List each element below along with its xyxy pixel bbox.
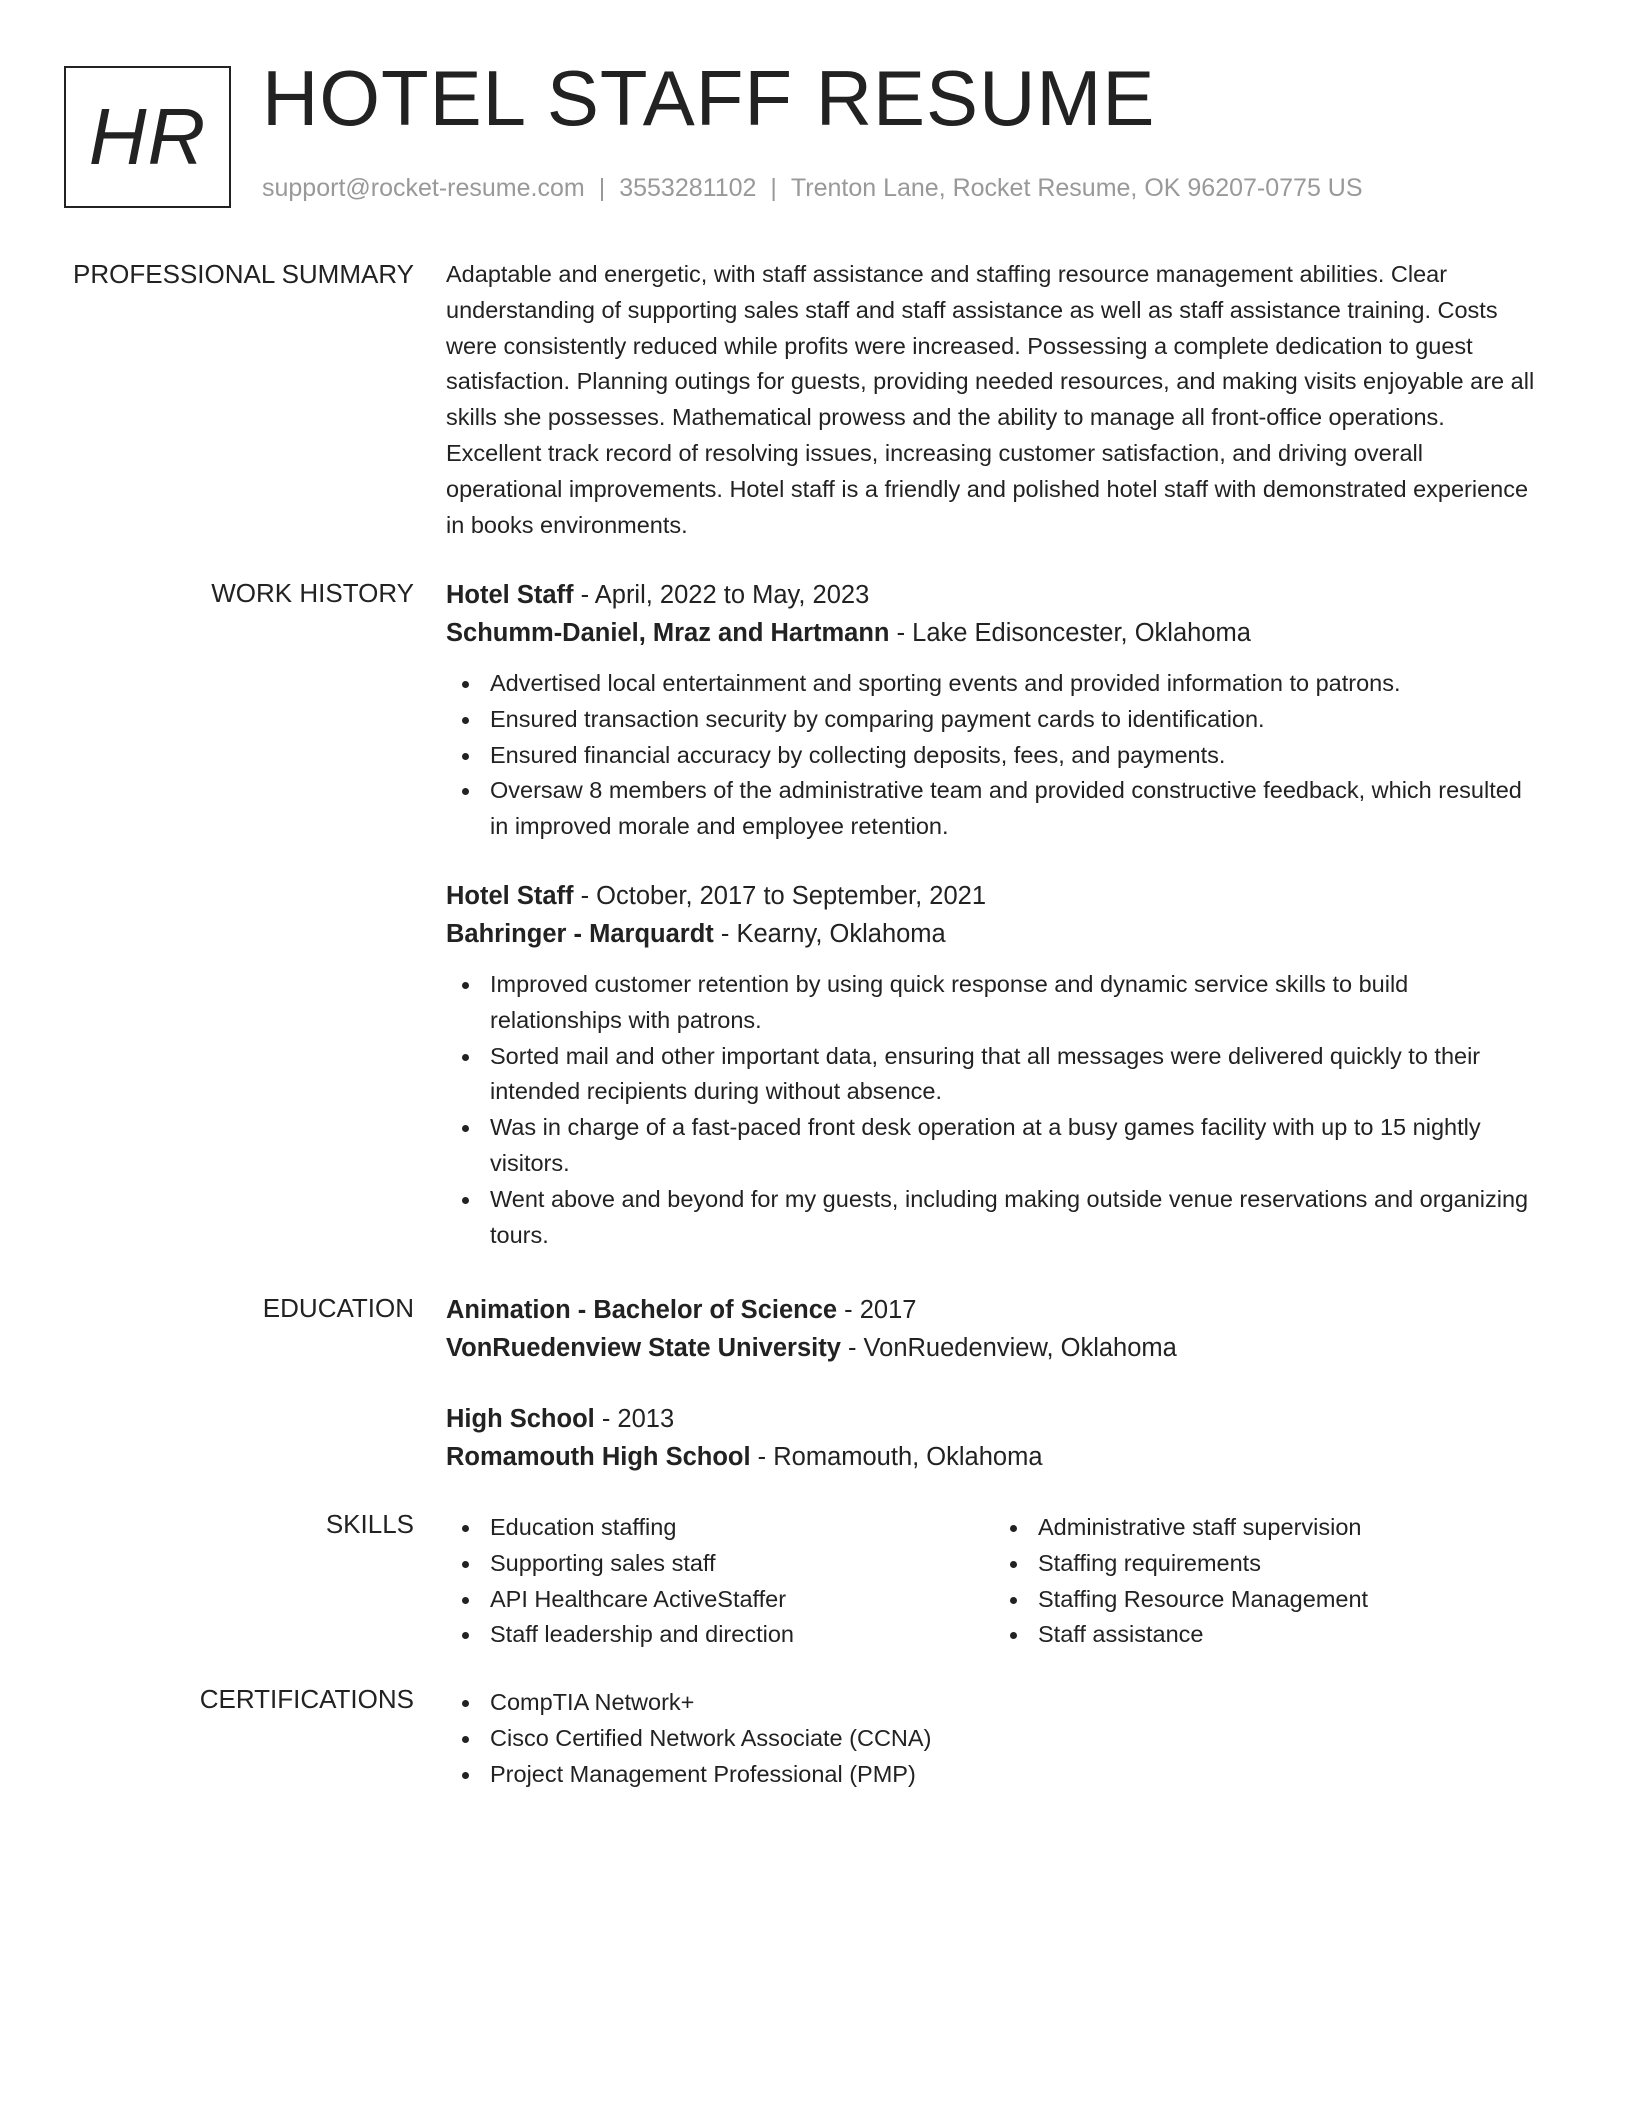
list-item: CompTIA Network+ — [446, 1685, 1546, 1721]
job-company-line — [446, 915, 1546, 953]
contact-phone: 3553281102 — [619, 174, 757, 202]
monogram-box — [64, 66, 231, 208]
contact-separator: | — [770, 174, 777, 202]
summary-text: Adaptable and energetic, with staff assistance and staffing resource management abilities. Clear understanding of supporting sales staff and staff assistance as well as staff assistance training. Costs were consistently reduced while profits were increased. Possessing a complete dedication to guest satisfaction. Planning outings for guests, providing needed resources, and making visits enjoyable are all skills she possesses. Mathematical prowess and the ability to manage all front-office operations. Excellent track record of resolving issues, increasing customer satisfaction, and driving overall operational improvements. Hotel staff is a friendly and polished hotel staff with demonstrated experience in books environments. — [446, 261, 1535, 538]
list-item: Staffing Resource Management — [994, 1582, 1542, 1618]
list-item: Improved customer retention by using quick response and dynamic service skills to build relationships with patrons. — [446, 967, 1546, 1039]
list-item: Supporting sales staff — [446, 1546, 994, 1582]
list-item: Advertised local entertainment and sporting events and provided information to patrons. — [446, 666, 1546, 702]
education-entry — [446, 1291, 1546, 1367]
contact-address: Trenton Lane, Rocket Resume, OK 96207-0775 US — [790, 174, 1363, 202]
skills-column-right — [994, 1510, 1542, 1653]
job-bullets — [446, 967, 1546, 1253]
list-item: Project Management Professional (PMP) — [446, 1757, 1546, 1793]
education-entry — [446, 1400, 1546, 1476]
section-label-work-history: WORK HISTORY — [211, 578, 414, 608]
resume-title: HOTEL STAFF RESUME — [262, 54, 1156, 142]
education-location: - Romamouth, Oklahoma — [750, 1443, 1043, 1471]
job-entry — [446, 877, 1546, 1253]
education-school: Romamouth High School — [446, 1443, 751, 1471]
contact-email: support@rocket-resume.com — [262, 174, 585, 202]
job-company: Bahringer - Marquardt — [446, 919, 714, 948]
section-label-education: EDUCATION — [262, 1293, 414, 1323]
list-item: Administrative staff supervision — [994, 1510, 1542, 1546]
education-body — [446, 1291, 1546, 1476]
list-item: Education staffing — [446, 1510, 994, 1546]
summary-body — [446, 257, 1546, 543]
job-title: Hotel Staff — [446, 881, 574, 910]
education-degree: Animation - Bachelor of Science — [446, 1296, 838, 1324]
list-item: Staff assistance — [994, 1617, 1542, 1653]
contact-separator: | — [598, 174, 606, 202]
job-title: Hotel Staff — [446, 581, 574, 609]
education-year: - 2017 — [837, 1296, 917, 1324]
list-item: Cisco Certified Network Associate (CCNA) — [446, 1721, 1546, 1757]
education-degree: High School — [446, 1405, 595, 1433]
education-year: - 2013 — [594, 1405, 675, 1433]
job-title-line — [446, 877, 1546, 915]
work-history-body — [446, 576, 1546, 1253]
list-item: Oversaw 8 members of the administrative team and provided constructive feedback, which resulted in improved morale and employee retention. — [446, 773, 1546, 845]
job-bullets — [446, 666, 1546, 845]
job-location: - Kearny, Oklahoma — [713, 919, 946, 948]
list-item: Staffing requirements — [994, 1546, 1542, 1582]
skills-body — [446, 1510, 1546, 1653]
section-label-certifications: CERTIFICATIONS — [199, 1684, 414, 1714]
education-location: - VonRuedenview, Oklahoma — [840, 1334, 1177, 1362]
education-school-line — [446, 1438, 1546, 1476]
contact-line — [262, 174, 1363, 203]
list-item: Sorted mail and other important data, ensuring that all messages were delivered quickly to their intended recipients during without absence. — [446, 1039, 1546, 1111]
certifications-body — [446, 1685, 1546, 1792]
monogram-initials: HR — [88, 92, 207, 181]
skills-grid — [446, 1510, 1546, 1653]
education-school: VonRuedenview State University — [446, 1334, 841, 1362]
list-item: Ensured transaction security by comparing payment cards to identification. — [446, 702, 1546, 738]
job-title-line — [446, 576, 1546, 614]
job-entry — [446, 576, 1546, 845]
job-dates: - April, 2022 to May, 2023 — [573, 581, 870, 609]
list-item: Was in charge of a fast-paced front desk operation at a busy games facility with up to 15 nightly visitors. — [446, 1110, 1546, 1182]
job-company: Schumm-Daniel, Mraz and Hartmann — [446, 619, 890, 647]
section-label-summary: PROFESSIONAL SUMMARY — [73, 259, 414, 289]
list-item: API Healthcare ActiveStaffer — [446, 1582, 994, 1618]
certifications-list — [446, 1685, 1546, 1792]
list-item: Staff leadership and direction — [446, 1617, 994, 1653]
education-degree-line — [446, 1400, 1546, 1438]
list-item: Went above and beyond for my guests, including making outside venue reservations and organizing tours. — [446, 1182, 1546, 1254]
list-item: Ensured financial accuracy by collecting deposits, fees, and payments. — [446, 738, 1546, 774]
job-dates: - October, 2017 to September, 2021 — [573, 881, 987, 910]
education-degree-line — [446, 1291, 1546, 1329]
education-school-line — [446, 1329, 1546, 1367]
skills-column-left — [446, 1510, 994, 1653]
section-label-skills: SKILLS — [325, 1509, 414, 1539]
job-location: - Lake Edisoncester, Oklahoma — [889, 619, 1251, 647]
job-company-line — [446, 614, 1546, 652]
